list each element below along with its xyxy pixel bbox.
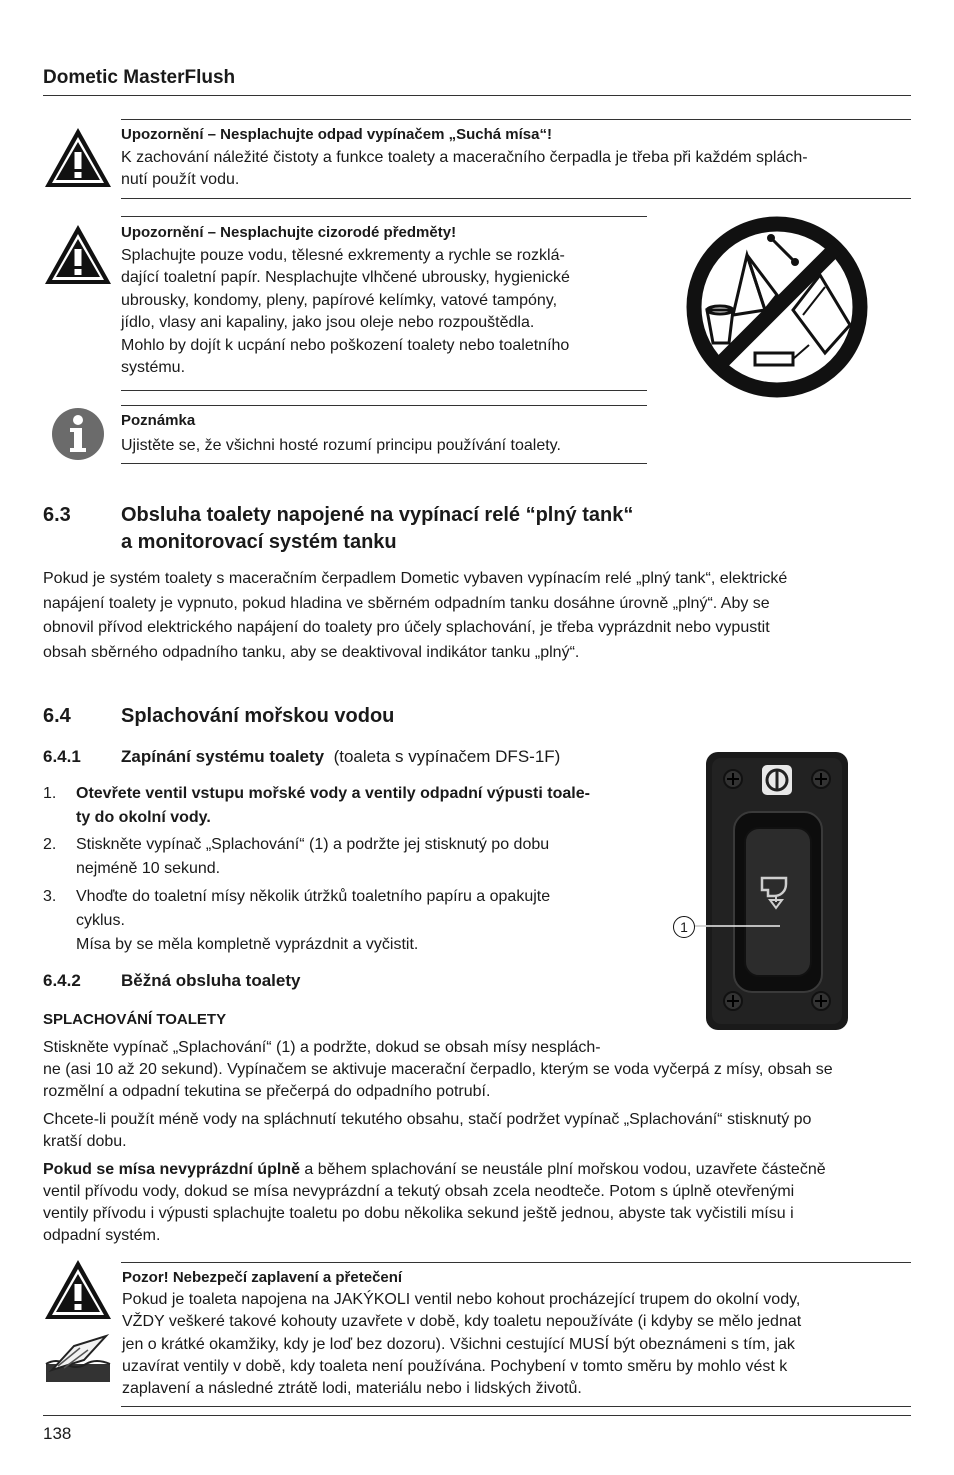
warning-2-line: jídlo, vlasy ani kapaliny, jako jsou oleje nebo rozpouštědla.: [121, 314, 535, 331]
flushing-paragraph-1: [43, 1037, 913, 1103]
page-number: 138: [43, 1424, 72, 1443]
caution-top-rule: [121, 1262, 911, 1263]
caution-bottom-rule: [121, 1406, 911, 1407]
warning-2-line: dající toaletní papír. Nesplachujte vlhčené ubrousky, hygienické: [121, 269, 570, 286]
section-6-3-title: [121, 502, 901, 556]
step-line: Otevřete ventil vstupu mořské vody a ventily odpadní výpusti toale-: [76, 785, 590, 802]
step-3: [43, 885, 643, 957]
warning-2-line: ubrousky, kondomy, pleny, papírové kelímky, vatové tampóny,: [121, 291, 558, 309]
warning-2-top-rule: [121, 216, 647, 217]
caution-line: uzavírat ventily v době, kdy toaleta není používána. Pochybení v tomto směru by mohlo vést k: [122, 1357, 788, 1375]
step-line: Stiskněte vypínač „Splachování“ (1) a podržte jej stisknutý po dobu: [76, 836, 550, 853]
section-6-3-number: 6.3: [43, 504, 71, 526]
section-6-4-1-heading: [121, 745, 560, 769]
info-icon: [51, 407, 105, 461]
note-title: Poznámka: [121, 412, 196, 429]
section-6-3-line: Pokud je systém toalety s maceračním čerpadlem Dometic vybaven vypínacím relé „plný tank“, elektrické: [43, 570, 788, 587]
paragraph-line: ventily přívodu i výpusti splachujte toaletu po dobu několika sekund ještě jednou, abyste tak vyčistili mísu i: [43, 1205, 794, 1222]
note-text: Ujistěte se, že všichni hosté rozumí principu používání toalety.: [121, 436, 561, 454]
header-rule: [43, 95, 911, 96]
paragraph-line: odpadní systém.: [43, 1227, 161, 1244]
warning-1-bottom-rule: [121, 198, 911, 199]
caution: [122, 1267, 912, 1400]
step-text: [76, 782, 643, 830]
warning-triangle-icon: [43, 223, 113, 286]
warning-1-top-rule: [121, 119, 911, 120]
subheading-flushing: SPLACHOVÁNÍ TOALETY: [43, 1011, 227, 1028]
callout-label: 1: [680, 919, 688, 935]
warning-triangle-icon: [43, 1258, 113, 1321]
warning-2-bottom-rule: [121, 390, 647, 391]
flush-switch-panel-image: [670, 750, 850, 1032]
step-text: [76, 885, 643, 957]
section-6-4-number: 6.4: [43, 705, 71, 727]
paragraph-line: [43, 1159, 913, 1181]
paragraph-line: rozmělní a odpadní tekutina se přečerpá do odpadního potrubí.: [43, 1083, 491, 1100]
paragraph-line: Stiskněte vypínač „Splachování“ (1) a podržte, dokud se obsah mísy nesplách-: [43, 1039, 601, 1056]
paragraph-line: ventil přívodu vody, dokud se mísa nevyprázdní a tekutý obsah zcela neodteče. Potom s úplně otevřenými: [43, 1183, 795, 1200]
note-top-rule: [121, 405, 647, 406]
caution-line: zaplavení a následné ztrátě lodi, materiálu nebo i lidských životů.: [122, 1380, 582, 1398]
section-6-4-1-number: 6.4.1: [43, 747, 81, 766]
section-6-4-1-title: Zapínání systému toalety: [121, 747, 325, 766]
warning-2-line: Splachujte pouze vodu, tělesné exkrementy a rychle se rozklá-: [121, 246, 565, 264]
step-1: [43, 782, 643, 830]
section-6-4-2-title: Běžná obsluha toalety: [121, 971, 301, 990]
section-6-4-1-subtitle: (toaleta s vypínačem DFS-1F): [333, 747, 561, 766]
caution-line: Pokud je toaleta napojena na JAKÝKOLI ventil nebo kohout procházející trupem do okolní vody,: [122, 1291, 801, 1309]
step-2: [43, 833, 643, 881]
paragraph-line: kratší dobu.: [43, 1133, 127, 1150]
step-number: 2.: [43, 836, 57, 853]
section-6-3-title-line: Obsluha toalety napojené na vypínací relé “plný tank“: [121, 504, 634, 526]
section-6-3-line: obnovil přívod elektrického napájení do toalety pro účely splachování, je třeba vyprázdnit nebo vypustit: [43, 619, 770, 636]
flooding-boat-icon: [44, 1330, 112, 1384]
section-6-4-2-number: 6.4.2: [43, 971, 81, 990]
step-number: 3.: [43, 888, 57, 905]
paragraph-line: Chcete-li použít méně vody na spláchnutí tekutého obsahu, stačí podržet vypínač „Splachování“ stisknutý po: [43, 1111, 812, 1128]
flushing-paragraph-2: [43, 1109, 913, 1153]
paragraph-line: ne (asi 10 až 20 sekund). Vypínačem se aktivuje macerační čerpadlo, kterým se voda vyčerpá z mísy, obsah se: [43, 1061, 833, 1078]
section-6-3-line: napájení toalety je vypnuto, pokud hladina ve sběrném odpadním tanku dosáhne úrovně „plný“. Aby se: [43, 594, 770, 612]
paragraph-bold-lead: Pokud se mísa nevyprázdní úplně: [43, 1161, 300, 1178]
footer-rule: [43, 1415, 911, 1416]
flushing-paragraph-3: [43, 1159, 913, 1247]
caution-line: VŽDY veškeré takové kohouty uzavřete v době, kdy toaletu nepoužíváte (i kdyby se mělo jednat: [122, 1313, 802, 1331]
caution-line: jen o krátké okamžiky, kdy je loď bez dozoru). Všichni cestující MUSÍ být obeznámeni s tím, jak: [122, 1335, 795, 1353]
warning-1-line: K zachování náležité čistoty a funkce toalety a maceračního čerpadla je třeba při každém splách-: [121, 148, 808, 166]
warning-2-line: Mohlo by dojít k ucpání nebo poškození toalety nebo toaletního: [121, 336, 570, 354]
step-line: cyklus.: [76, 912, 125, 929]
note: [121, 410, 647, 457]
header-brand: Dometic MasterFlush: [43, 67, 236, 88]
warning-1-title: Upozornění – Nesplachujte odpad vypínačem „Suchá mísa“!: [121, 126, 552, 143]
step-number: 1.: [43, 785, 57, 802]
warning-2: [121, 222, 647, 380]
step-line: Vhoďte do toaletní mísy několik útržků toaletního papíru a opakujte: [76, 888, 551, 905]
paragraph-rest: a během splachování se neustále plní mořskou vodou, uzavřete částečně: [299, 1161, 826, 1178]
section-6-3-body: [43, 567, 913, 665]
warning-triangle-icon: [43, 126, 113, 189]
step-text: [76, 833, 643, 881]
step-line: ty do okolní vody.: [76, 809, 211, 826]
callout-circle: [673, 916, 695, 938]
warning-1-line: nutí použít vodu.: [121, 171, 240, 188]
section-6-3-line: obsah sběrného odpadního tanku, aby se deaktivoval indikátor tanku „plný“.: [43, 643, 580, 661]
note-bottom-rule: [121, 463, 647, 464]
caution-title: Pozor! Nebezpečí zaplavení a přetečení: [122, 1269, 403, 1286]
warning-2-line: systému.: [121, 359, 186, 376]
section-6-4-title: Splachování mořskou vodou: [121, 705, 395, 727]
section-6-3-title-line: a monitorovací systém tanku: [121, 531, 397, 553]
warning-1: [121, 124, 911, 192]
warning-2-title: Upozornění – Nesplachujte cizorodé předměty!: [121, 224, 457, 241]
step-line: Mísa by se měla kompletně vyprázdnit a vyčistit.: [76, 936, 419, 953]
step-line: nejméně 10 sekund.: [76, 860, 221, 877]
no-foreign-objects-icon: [685, 215, 869, 399]
